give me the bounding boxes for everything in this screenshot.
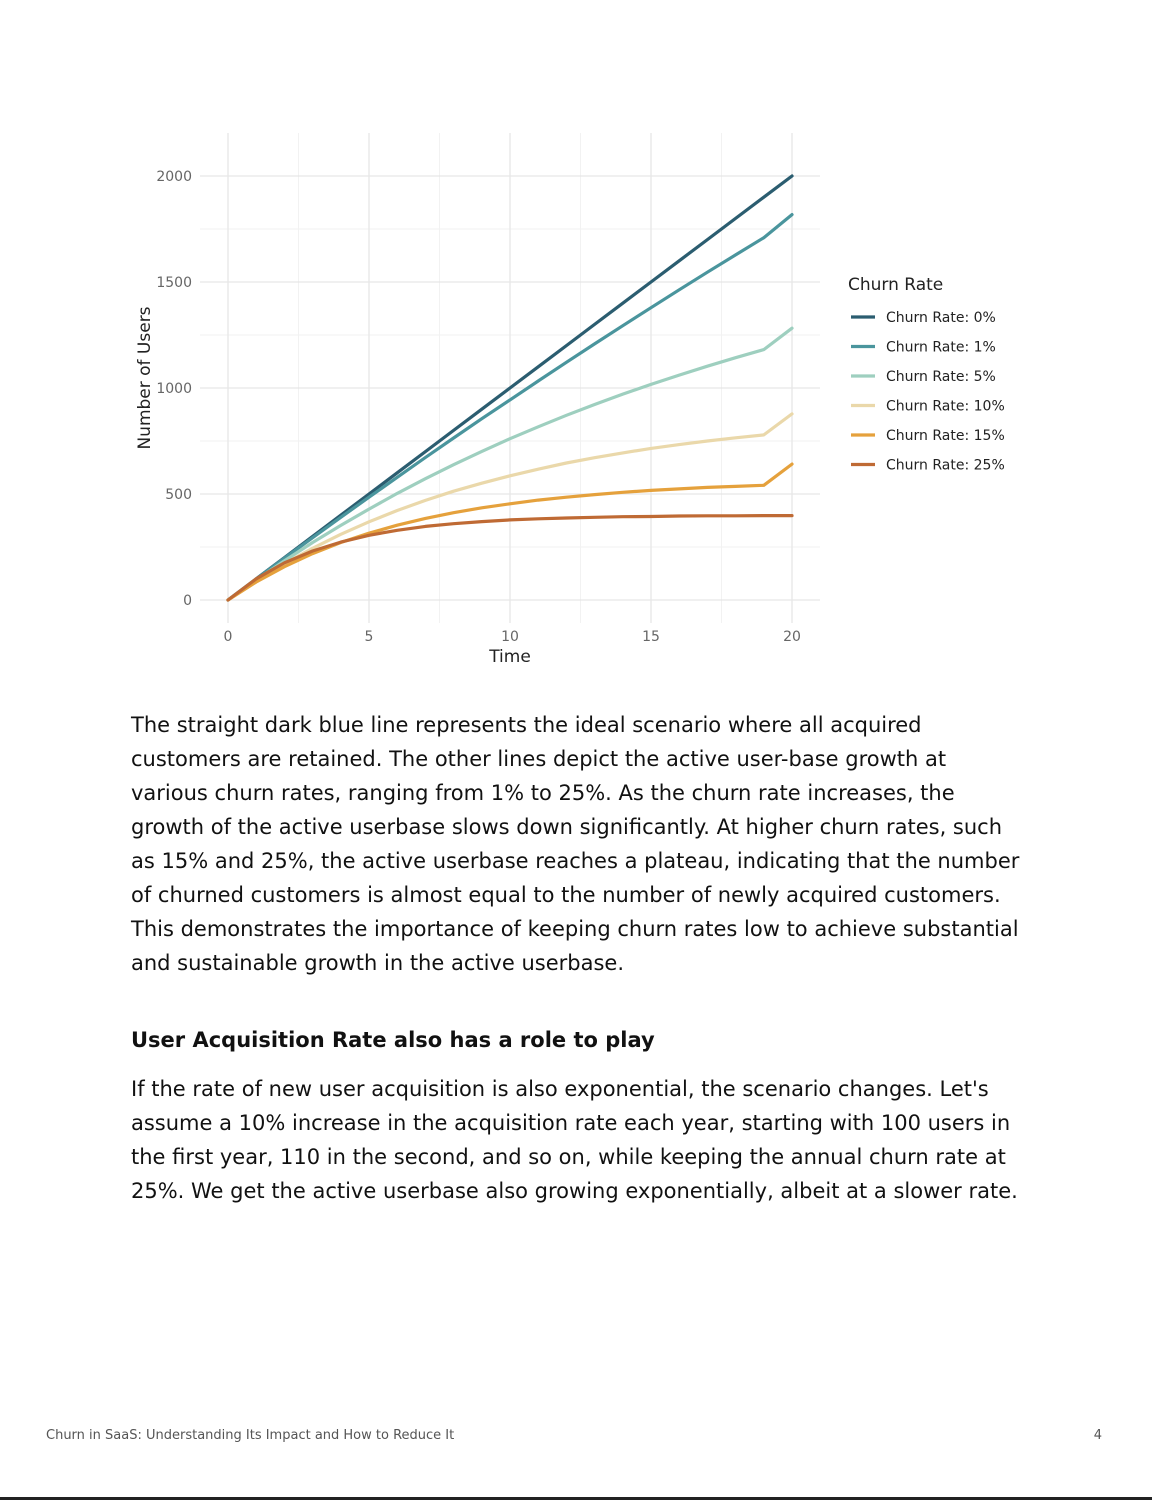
y-tick-label: 1000 (156, 381, 192, 397)
y-tick-label: 0 (183, 593, 192, 609)
legend-label: Churn Rate: 15% (886, 428, 1005, 444)
footer-document-title: Churn in SaaS: Understanding Its Impact and How to Reduce It (46, 1428, 455, 1443)
chart-legend (848, 275, 1005, 474)
x-tick-label: 20 (783, 629, 801, 645)
y-tick-label: 1500 (156, 275, 192, 291)
x-tick-label: 5 (364, 629, 374, 645)
page-number: 4 (1093, 1428, 1102, 1443)
y-tick-label: 500 (165, 487, 192, 503)
x-tick-label: 10 (501, 629, 519, 645)
legend-label: Churn Rate: 5% (886, 369, 996, 385)
x-axis-title: Time (489, 647, 531, 667)
body-paragraph-1: The straight dark blue line represents the ideal scenario where all acquired customers are retained. The other lines depict the active user-base growth at various churn rates, ranging from 1% to 25%. As the churn rate increases, the growth of the active userbase slows down significantly. At higher churn rates, such as 15% and 25%, the active userbase reaches a plateau, indicating that the number of churned customers is almost equal to the number of newly acquired customers. This demonstrates the importance of keeping churn rates low to achieve substantial and sustainable growth in the active userbase. (131, 713, 1020, 975)
churn-chart (0, 0, 1152, 700)
y-tick-label: 2000 (156, 169, 192, 185)
body-paragraph-2: If the rate of new user acquisition is also exponential, the scenario changes. Let's assume a 10% increase in the acquisition rate each year, starting with 100 users in the first year, 110 in the second, and so on, while keeping the annual churn rate at 25%. We get the active userbase also growing exponentially, albeit at a slower rate. (131, 1077, 1018, 1203)
legend-label: Churn Rate: 1% (886, 339, 996, 356)
legend-title: Churn Rate (848, 275, 944, 295)
legend-label: Churn Rate: 0% (886, 310, 996, 326)
x-tick-label: 15 (642, 629, 660, 645)
section-heading: User Acquisition Rate also has a role to play (131, 1028, 655, 1052)
legend-label: Churn Rate: 10% (886, 398, 1005, 415)
y-axis-title: Number of Users (135, 306, 155, 450)
x-tick-label: 0 (223, 629, 233, 645)
legend-label: Churn Rate: 25% (886, 457, 1005, 474)
